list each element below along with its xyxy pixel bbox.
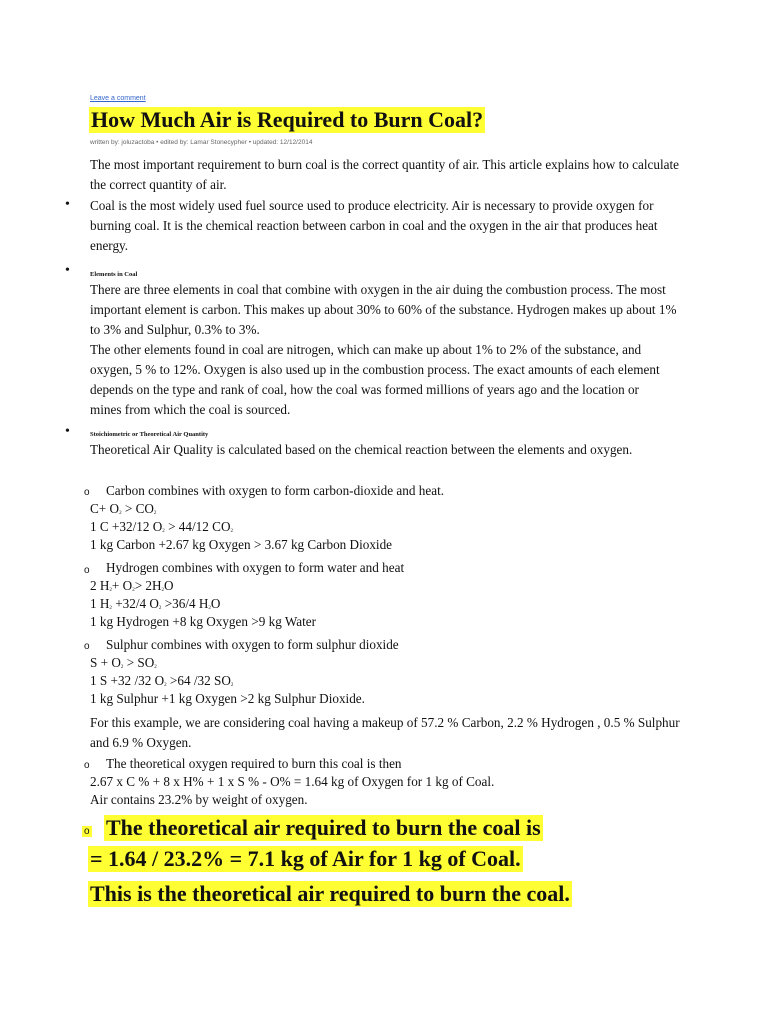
- sub-bullet-marker: o: [84, 826, 90, 837]
- carbon-equation-3: 1 kg Carbon +2.67 kg Oxygen > 3.67 kg Carbon Dioxide: [90, 537, 393, 552]
- sulphur-intro: Sulphur combines with oxygen to form sulphur dioxide: [106, 637, 399, 652]
- bullet-marker: •: [65, 424, 70, 439]
- elements-paragraph-1: There are three elements in coal that combine with oxygen in the air duing the combustion process. The most important element is carbon. This makes up about 30% to 60% of the substance. Hydrogen makes up about 1% to 3% and Sulphur, 0.3% to 3%.: [90, 282, 677, 337]
- intro-paragraph: The most important requirement to burn coal is the correct quantity of air. This article explains how to calculate the correct quantity of air.: [90, 157, 679, 192]
- page-title: How Much Air is Required to Burn Coal?: [91, 107, 484, 132]
- section-heading-stoichiometric: Stoichiometric or Theoretical Air Quantity: [90, 431, 209, 438]
- stoich-paragraph: Theoretical Air Quality is calculated based on the chemical reaction between the elements and oxygen.: [90, 442, 633, 457]
- sulphur-equation-2: 1 S +32 /32 $O_2 >64$ /32 $SO_2$: [90, 673, 234, 688]
- section-heading-elements: Elements in Coal: [90, 271, 138, 278]
- sub-bullet-marker: o: [84, 641, 90, 652]
- sub-bullet-marker: o: [84, 760, 90, 771]
- sulphur-equation-3: 1 kg Sulphur +1 kg Oxygen >2 kg Sulphur Dioxide.: [90, 691, 365, 706]
- elements-paragraph-2: The other elements found in coal are nitrogen, which can make up about 1% to 2% of the substance, and oxygen, 5 % to 12%. Oxygen is also used up in the combustion process. The exact amounts of each element depends on the type and rank of coal, how the coal was formed millions of years ago and the location or mines from which the coal is sourced.: [90, 342, 660, 417]
- bullet-marker: •: [65, 263, 70, 278]
- oxygen-intro: The theoretical oxygen required to burn this coal is then: [106, 756, 402, 771]
- bullet-marker: •: [65, 197, 70, 212]
- sub-bullet-marker: o: [84, 487, 90, 498]
- hydrogen-intro: Hydrogen combines with oxygen to form water and heat: [106, 560, 405, 575]
- hydrogen-equation-3: 1 kg Hydrogen +8 kg Oxygen >9 kg Water: [90, 614, 316, 629]
- air-oxygen-content: Air contains 23.2% by weight of oxygen.: [90, 792, 308, 807]
- hydrogen-equation-2: 1 $H_2 +32/4$ $O_2 >36/4$ $H_2O$: [90, 596, 221, 611]
- final-statement-3: This is the theoretical air required to burn the coal.: [90, 881, 570, 906]
- bullet-coal-usage: Coal is the most widely used fuel source used to produce electricity. Air is necessary to provide oxygen for burning coal. It is the chemical reaction between carbon in coal and the oxygen in the air that produces heat energy.: [90, 198, 658, 253]
- oxygen-equation: 2.67 x C % + 8 x H% + 1 x S % - O% = 1.64 kg of Oxygen for 1 kg of Coal.: [90, 774, 495, 789]
- carbon-equation-1: $C+ O_2 > CO_2$: [90, 501, 157, 516]
- carbon-equation-2: 1 C +32/12 $O_2 > 44/12$ $CO_2$: [90, 519, 233, 534]
- example-paragraph: For this example, we are considering coal having a makeup of 57.2 % Carbon, 2.2 % Hydrogen , 0.5 % Sulphur and 6.9 % Oxygen.: [90, 715, 680, 750]
- final-statement-2: = 1.64 / 23.2% = 7.1 kg of Air for 1 kg of Coal.: [90, 846, 521, 871]
- final-statement-1: The theoretical air required to burn the coal is: [106, 815, 541, 840]
- byline: written by: joluzactoba • edited by: Lamar Stonecypher • updated: 12/12/2014: [90, 139, 313, 146]
- leave-comment-link[interactable]: Leave a comment: [90, 95, 146, 102]
- sub-bullet-marker: o: [84, 565, 90, 576]
- hydrogen-equation-1: 2 $H_2+ O_2> 2H_2O$: [90, 578, 174, 593]
- sulphur-equation-1: $S + O_2 > SO_2$: [90, 655, 157, 670]
- carbon-intro: Carbon combines with oxygen to form carbon-dioxide and heat.: [106, 483, 445, 498]
